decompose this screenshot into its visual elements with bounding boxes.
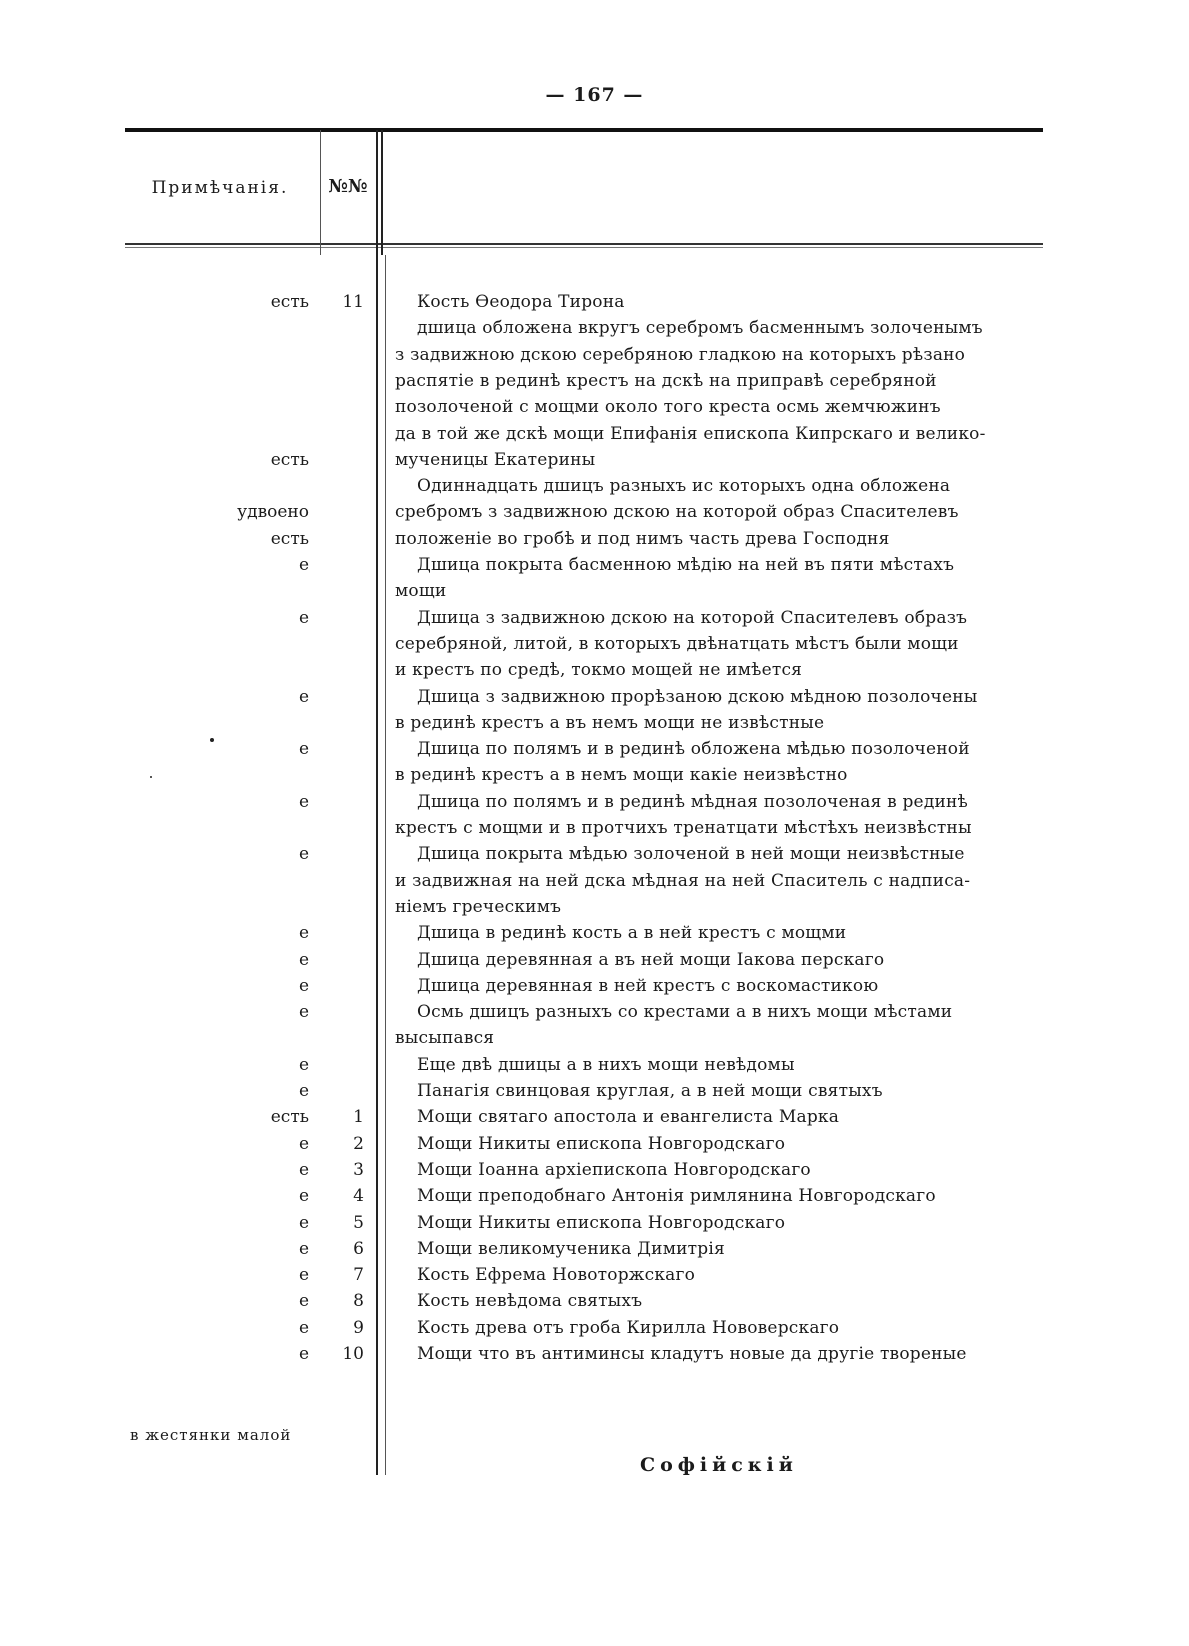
table-row — [0, 1210, 1189, 1237]
number-column-header: №№ — [328, 176, 368, 197]
row-note: е — [298, 1291, 309, 1312]
row-text: Дшица покрыта мѣдью золоченой в ней мощи неизвѣстные — [417, 844, 965, 865]
table-row — [0, 473, 1189, 500]
row-text: да в той же дскѣ мощи Епифанія епископа Кипрскаго и велико- — [395, 423, 986, 444]
row-text: мощи — [395, 581, 447, 602]
row-number: 5 — [353, 1212, 364, 1233]
row-text: Одиннадцать дшицъ разныхъ ис которыхъ одна обложена — [417, 476, 951, 497]
table-row — [0, 289, 1189, 316]
row-text: Дшица з задвижною дскою на которой Спасителевъ образъ — [417, 607, 968, 628]
row-note: е — [298, 555, 309, 575]
row-note: есть — [270, 1107, 309, 1128]
table-row — [0, 1262, 1189, 1289]
row-text: в рединѣ крестъ а въ немъ мощи не извѣстные — [395, 712, 825, 733]
row-note: е — [298, 1186, 309, 1207]
table-row — [0, 1078, 1189, 1105]
table-row — [0, 762, 1189, 789]
row-text: Панагія свинцовая круглая, а в ней мощи святыхъ — [417, 1081, 883, 1101]
row-note: е — [298, 1317, 309, 1338]
row-text: крестъ с мощми и в протчихъ тренатцати мѣстѣхъ неизвѣстны — [395, 818, 972, 838]
table-row — [0, 1104, 1189, 1131]
table-row — [0, 841, 1189, 868]
row-text: дшица обложена вкругъ серебромъ басменнымъ золоченымъ — [417, 318, 983, 339]
row-number: 7 — [353, 1265, 364, 1286]
row-number: 1 — [353, 1107, 364, 1128]
catchword: Софійскій — [640, 1454, 798, 1476]
row-number: 2 — [353, 1133, 364, 1154]
row-text: Мощи Никиты епископа Новгородскаго — [417, 1133, 786, 1154]
table-row — [0, 315, 1189, 342]
row-note: е — [298, 1265, 309, 1286]
row-text: Кость древа отъ гроба Кирилла Нововерскаго — [417, 1317, 840, 1338]
row-note: есть — [270, 528, 309, 549]
row-note: е — [298, 1212, 309, 1233]
row-number: 10 — [342, 1344, 364, 1364]
row-number: 8 — [353, 1291, 364, 1312]
row-text: и крестъ по средѣ, токмо мощей не имѣется — [395, 660, 803, 681]
top-rule — [125, 128, 1043, 132]
row-text: Мощи Никиты епископа Новгородскаго — [417, 1212, 786, 1233]
table-row — [0, 973, 1189, 1000]
row-note: есть — [270, 292, 309, 312]
table-row — [0, 1288, 1189, 1315]
row-text: Кость Ефрема Новоторжскаго — [417, 1265, 696, 1286]
footer-note: в жестянки малой — [130, 1426, 292, 1444]
column-divider-notes — [320, 130, 321, 255]
table-row — [0, 1236, 1189, 1263]
row-text: распятіе в рединѣ крестъ на дскѣ на приправѣ серебряной — [395, 370, 937, 391]
row-note: е — [298, 791, 309, 812]
row-text: Дшица з задвижною прорѣзаною дскою мѣдною позолочены — [417, 686, 978, 707]
row-note: есть — [270, 449, 309, 470]
row-text: Дшица по полямъ и в рединѣ мѣдная позолоченая в рединѣ — [417, 791, 968, 812]
row-note: е — [298, 1054, 309, 1075]
table-row — [0, 1157, 1189, 1184]
row-text: серебряной, литой, в которыхъ двѣнатцать мѣстъ были мощи — [395, 633, 959, 654]
row-note: е — [298, 1159, 309, 1180]
ink-speck — [150, 776, 152, 778]
row-note: е — [298, 844, 309, 865]
row-text: высыпався — [395, 1028, 495, 1049]
table-row — [0, 736, 1189, 763]
table-row — [0, 605, 1189, 632]
row-note: е — [298, 923, 309, 944]
table-row — [0, 394, 1189, 421]
row-note: е — [298, 739, 309, 760]
header-rule — [125, 243, 1043, 245]
table-row — [0, 815, 1189, 842]
table-row — [0, 342, 1189, 369]
table-row — [0, 657, 1189, 684]
row-text: Дшица покрыта басменною мѣдію на ней въ пяти мѣстахъ — [417, 555, 955, 575]
row-number: 9 — [353, 1317, 364, 1338]
row-text: позолоченой с мощми около того креста осмь жемчюжинъ — [395, 397, 941, 418]
row-text: Мощи Іоанна архіепископа Новгородскаго — [417, 1159, 811, 1180]
ink-speck — [210, 738, 214, 742]
row-note: е — [298, 686, 309, 707]
table-row — [0, 868, 1189, 895]
table-row — [0, 920, 1189, 947]
row-note: е — [298, 975, 309, 996]
row-text: з задвижною дскою серебряною гладкою на которыхъ рѣзано — [395, 344, 966, 365]
row-number: 6 — [353, 1238, 364, 1259]
table-row — [0, 1052, 1189, 1079]
row-text: Кость невѣдома святыхъ — [417, 1291, 643, 1312]
row-text: Мощи великомученика Димитрія — [417, 1238, 725, 1259]
row-text: Мощи преподобнаго Антонія римлянина Новгородскаго — [417, 1186, 936, 1207]
row-text: положеніе во гробѣ и под нимъ часть древа Господня — [395, 528, 890, 549]
table-row — [0, 947, 1189, 974]
row-text: Еще двѣ дшицы а в нихъ мощи невѣдомы — [417, 1054, 795, 1075]
page-number: — 167 — — [545, 84, 644, 106]
table-row — [0, 526, 1189, 553]
row-text: сребромъ з задвижною дскою на которой образ Спасителевъ — [395, 502, 959, 523]
table-row — [0, 710, 1189, 737]
table-row — [0, 1341, 1189, 1368]
row-note: е — [298, 949, 309, 970]
table-row — [0, 1315, 1189, 1342]
notes-column-header: Примѣчанія. — [151, 178, 289, 198]
row-note: е — [298, 1344, 309, 1364]
row-note: е — [298, 1133, 309, 1154]
row-number: 11 — [342, 292, 364, 312]
table-row — [0, 789, 1189, 816]
row-text: Дшица деревянная а въ ней мощи Іакова перскаго — [417, 949, 885, 970]
row-text: Дшица по полямъ и в рединѣ обложена мѣдью позолоченой — [417, 739, 970, 760]
table-row — [0, 499, 1189, 526]
row-text: Дшица деревянная в ней крестъ с воскомастикою — [417, 975, 879, 996]
row-number: 4 — [353, 1186, 364, 1207]
column-divider-header — [381, 130, 383, 255]
table-row — [0, 447, 1189, 474]
row-text: Дшица в рединѣ кость а в ней крестъ с мощми — [417, 923, 847, 944]
table-row — [0, 552, 1189, 579]
row-text: Мощи святаго апостола и евангелиста Марка — [417, 1107, 840, 1128]
table-row — [0, 894, 1189, 921]
row-text: и задвижная на ней дска мѣдная на ней Спаситель с надписа- — [395, 870, 971, 891]
row-note: е — [298, 1081, 309, 1101]
header-rule-thin — [125, 247, 1043, 248]
row-note: удвоено — [237, 502, 309, 523]
table-row — [0, 421, 1189, 448]
row-note: е — [298, 1002, 309, 1023]
row-number: 3 — [353, 1159, 364, 1180]
row-text: в рединѣ крестъ а в немъ мощи какіе неизвѣстно — [395, 765, 848, 786]
row-text: Мощи что въ антиминсы кладутъ новые да другіе твореные — [417, 1344, 967, 1364]
table-row — [0, 684, 1189, 711]
table-row — [0, 1131, 1189, 1158]
row-text: мученицы Екатерины — [395, 449, 596, 470]
table-row — [0, 999, 1189, 1026]
row-text: ніемъ греческимъ — [395, 896, 562, 917]
table-row — [0, 368, 1189, 395]
table-row — [0, 1025, 1189, 1052]
table-row — [0, 631, 1189, 658]
table-row — [0, 578, 1189, 605]
row-text: Кость Ѳеодора Тирона — [417, 292, 625, 312]
row-text: Осмь дшицъ разныхъ со крестами а в нихъ мощи мѣстами — [417, 1002, 953, 1023]
table-row — [0, 1183, 1189, 1210]
row-note: е — [298, 607, 309, 628]
row-note: е — [298, 1238, 309, 1259]
